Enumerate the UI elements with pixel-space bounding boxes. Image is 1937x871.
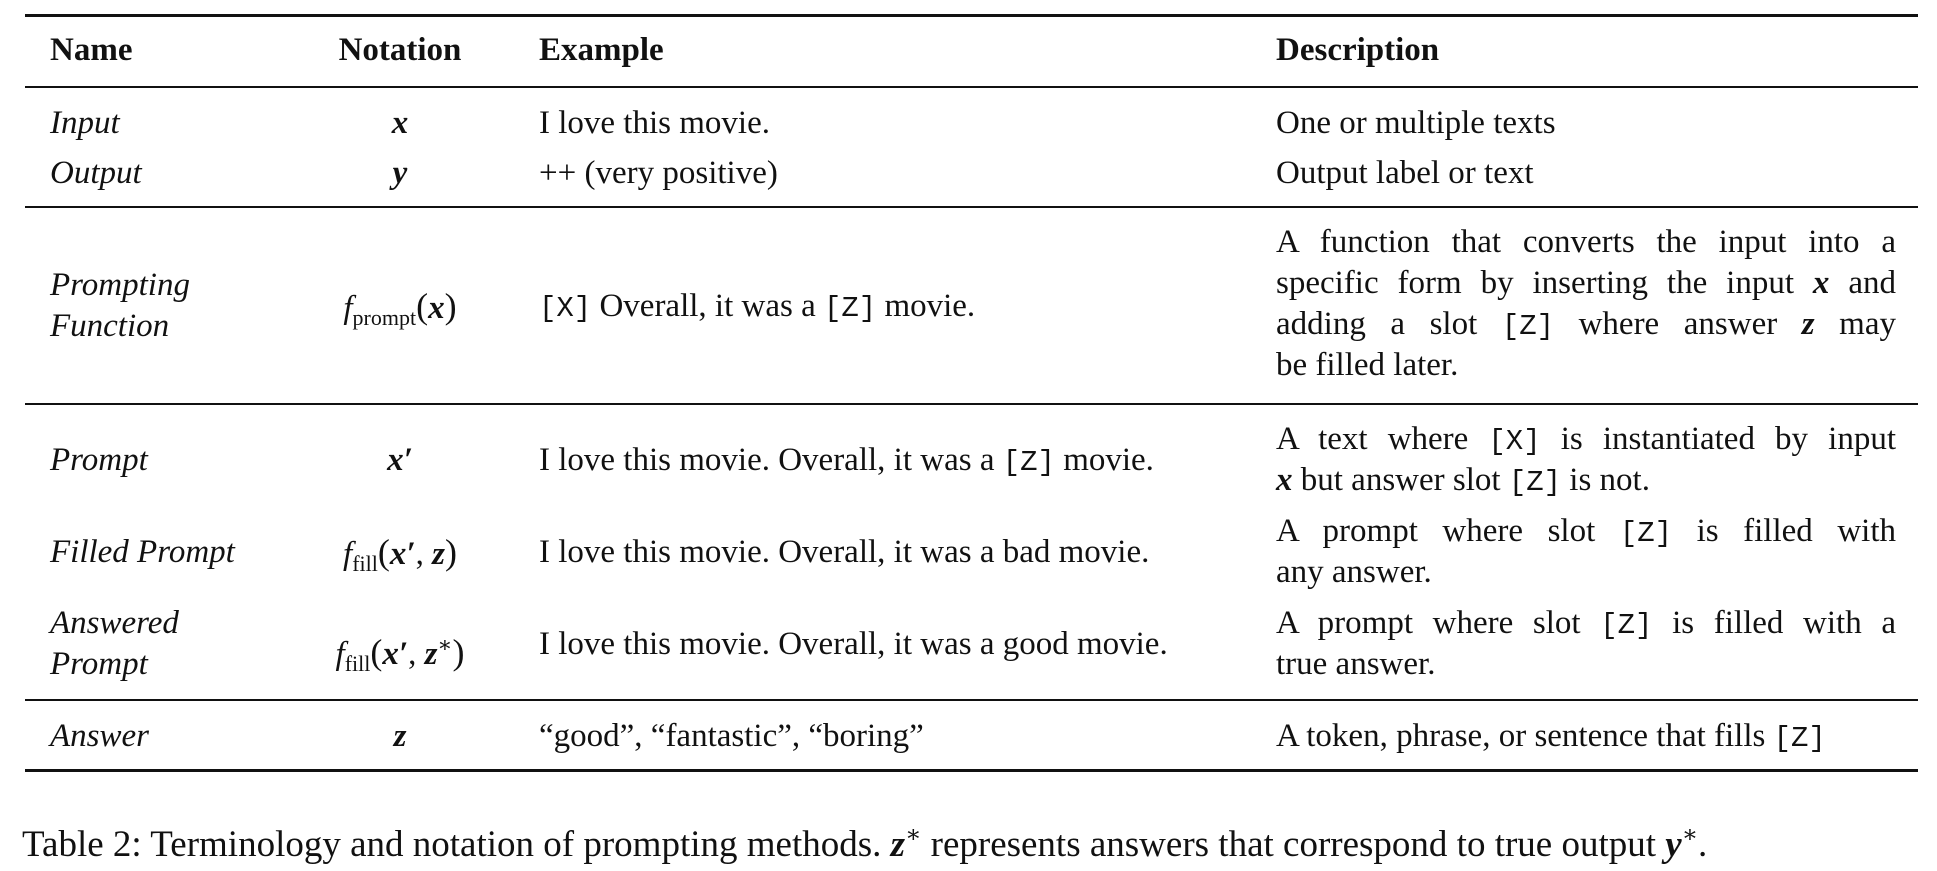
row-answer-notation: z <box>393 718 407 754</box>
row-input-description: One or multiple texts <box>1276 105 1556 141</box>
row-prompt-description: A text where [X] is instantiated by input x but answer slot [Z] is not. <box>1276 421 1896 499</box>
header-description: Description <box>1276 32 1440 68</box>
group-rule-1 <box>25 206 1918 208</box>
row-filled-prompt-description: A prompt where slot [Z] is filled with any answer. <box>1276 513 1896 590</box>
row-answer-name: Answer <box>50 718 149 754</box>
row-prompting-function-notation: $f_{prompt}(x)$ <box>343 286 457 330</box>
row-answered-prompt-description: A prompt where slot [Z] is filled with a true answer. <box>1276 605 1896 682</box>
row-prompting-function-description: A function that converts the input into a specific form by inserting the input x and adding a slot [Z] where answer z may be filled later. <box>1276 224 1896 383</box>
row-prompting-function-example: [X] Overall, it was a [Z] movie. <box>539 288 976 325</box>
header-name: Name <box>50 32 133 68</box>
table-caption: Table 2: Terminology and notation of prompting methods. z∗ represents answers that correspond to true output y∗. <box>22 822 1708 865</box>
row-input-name: Input <box>50 105 120 141</box>
header-example: Example <box>539 32 664 68</box>
row-filled-prompt-example: I love this movie. Overall, it was a bad movie. <box>539 534 1150 570</box>
row-answered-prompt-notation: $f_{fill}(x'$, z∗) <box>335 632 465 676</box>
header-notation: Notation <box>338 32 462 68</box>
row-output-example: ++ (very positive) <box>539 155 778 191</box>
row-filled-prompt-name: Filled Prompt <box>50 534 235 570</box>
group-rule-3 <box>25 699 1918 701</box>
header-rule <box>25 86 1918 88</box>
table-bottom-rule <box>25 769 1918 772</box>
table-top-rule <box>25 14 1918 17</box>
row-answer-example: “good”, “fantastic”, “boring” <box>539 718 924 754</box>
row-answered-prompt-name: Answered Prompt <box>50 605 179 682</box>
row-output-name: Output <box>50 155 142 191</box>
row-output-notation: y <box>392 155 408 191</box>
row-input-example: I love this movie. <box>539 105 770 141</box>
row-answer-description: A token, phrase, or sentence that fills [Z] <box>1276 718 1826 755</box>
row-input-notation: x <box>391 105 409 141</box>
row-prompting-function-name: Prompting Function <box>50 267 190 344</box>
row-prompt-example: I love this movie. Overall, it was a [Z] movie. <box>539 442 1154 479</box>
row-answered-prompt-example: I love this movie. Overall, it was a good movie. <box>539 626 1168 662</box>
row-prompt-notation: x′ <box>387 442 413 478</box>
group-rule-2 <box>25 403 1918 405</box>
row-prompt-name: Prompt <box>50 442 148 478</box>
row-filled-prompt-notation: $f_{fill}(x'$, z) <box>343 532 457 576</box>
row-output-description: Output label or text <box>1276 155 1534 191</box>
